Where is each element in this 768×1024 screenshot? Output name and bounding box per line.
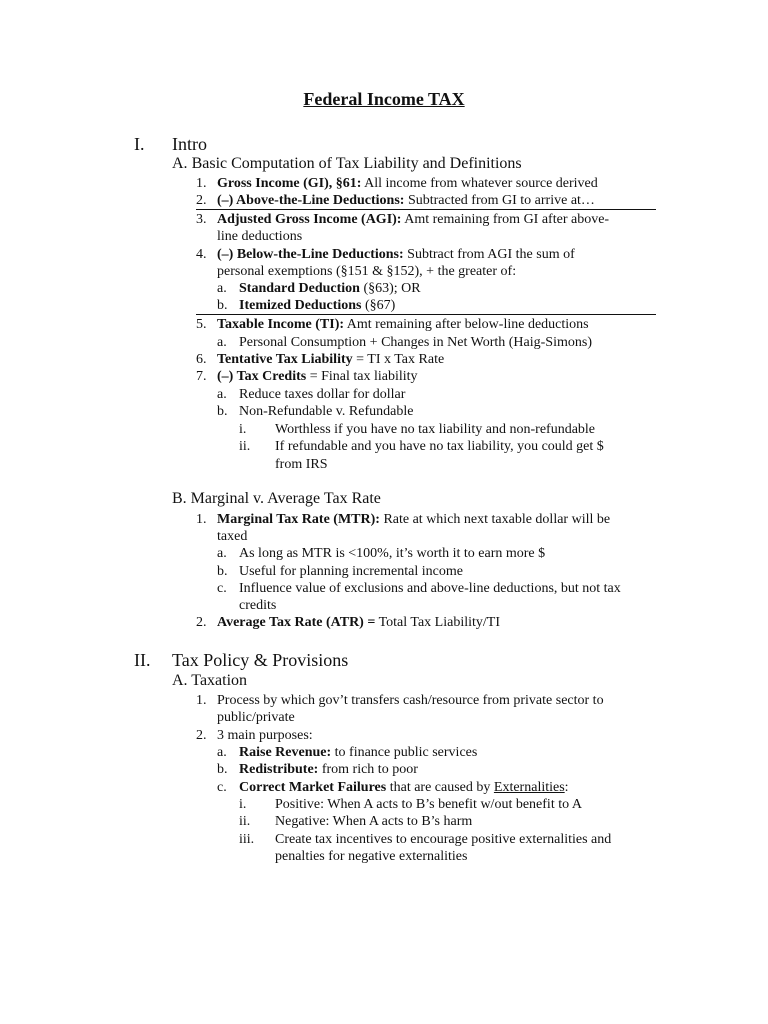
sub-list-item: Influence value of exclusions and above-line deductions, but not tax — [239, 581, 621, 596]
sub-list-item: Standard Deduction (§63); OR — [239, 281, 421, 296]
subsection-heading: A. Basic Computation of Tax Liability and Definitions — [172, 155, 522, 172]
list-item: Tentative Tax Liability = TI x Tax Rate — [217, 352, 445, 367]
list-item: Average Tax Rate (ATR) = Total Tax Liability/TI — [217, 615, 500, 630]
list-letter: a. — [217, 745, 227, 760]
list-letter: b. — [217, 762, 228, 777]
section-numeral: I. — [134, 134, 145, 154]
list-item-continuation: taxed — [217, 529, 248, 544]
document-title: Federal Income TAX — [303, 89, 465, 109]
roman-numeral: ii. — [239, 814, 251, 829]
list-item: Gross Income (GI), §61: All income from whatever source derived — [217, 176, 598, 191]
list-letter: b. — [217, 298, 228, 313]
roman-numeral: ii. — [239, 439, 251, 454]
list-item-continuation: credits — [239, 598, 277, 613]
sub-list-item: Redistribute: from rich to poor — [239, 762, 418, 777]
list-item-continuation: personal exemptions (§151 & §152), + the greater of: — [217, 264, 517, 279]
list-letter: a. — [217, 387, 227, 402]
list-letter: b. — [217, 404, 228, 419]
list-item-continuation: line deductions — [217, 229, 303, 244]
list-item: 3 main purposes: — [217, 728, 313, 743]
sub-list-item: Reduce taxes dollar for dollar — [239, 387, 406, 402]
list-number: 4. — [196, 247, 207, 262]
list-number: 2. — [196, 615, 207, 630]
list-item: (–) Below-the-Line Deductions: Subtract from AGI the sum of — [217, 247, 575, 262]
sub-sub-list-item: Negative: When A acts to B’s harm — [275, 814, 473, 829]
list-item-continuation: from IRS — [275, 457, 328, 472]
sub-sub-list-item: If refundable and you have no tax liability, you could get $ — [275, 439, 604, 454]
sub-list-item: As long as MTR is <100%, it’s worth it to earn more $ — [239, 546, 546, 561]
list-letter: c. — [217, 780, 227, 795]
sub-list-item: Personal Consumption + Changes in Net Worth (Haig-Simons) — [239, 335, 592, 350]
list-item: (–) Tax Credits = Final tax liability — [217, 369, 418, 384]
list-item-continuation: penalties for negative externalities — [275, 849, 468, 864]
sub-list-item: Raise Revenue: to finance public services — [239, 745, 478, 760]
list-number: 1. — [196, 693, 207, 708]
list-number: 1. — [196, 512, 207, 527]
subsection-heading: B. Marginal v. Average Tax Rate — [172, 490, 381, 507]
list-number: 7. — [196, 369, 207, 384]
sub-list-item: Non-Refundable v. Refundable — [239, 404, 414, 419]
list-number: 2. — [196, 193, 207, 208]
list-number: 3. — [196, 212, 207, 227]
section-numeral: II. — [134, 650, 151, 670]
list-number: 6. — [196, 352, 207, 367]
subtotal-rule — [196, 209, 656, 210]
list-letter: a. — [217, 546, 227, 561]
sub-sub-list-item: Worthless if you have no tax liability and non-refundable — [275, 422, 596, 437]
list-item: Adjusted Gross Income (AGI): Amt remaining from GI after above- — [217, 212, 610, 227]
list-item: (–) Above-the-Line Deductions: Subtracted from GI to arrive at… — [217, 193, 595, 208]
roman-numeral: i. — [239, 797, 247, 812]
section-title: Intro — [172, 134, 207, 154]
list-item: Marginal Tax Rate (MTR): Rate at which next taxable dollar will be — [217, 512, 611, 527]
sub-list-item: Useful for planning incremental income — [239, 564, 463, 579]
list-number: 5. — [196, 317, 207, 332]
section-title: Tax Policy & Provisions — [172, 650, 349, 670]
list-item-continuation: public/private — [217, 710, 295, 725]
list-letter: a. — [217, 335, 227, 350]
subtotal-rule — [196, 314, 656, 315]
sub-sub-list-item: Positive: When A acts to B’s benefit w/out benefit to A — [275, 797, 582, 812]
sub-list-item: Correct Market Failures that are caused by Externalities: — [239, 780, 569, 795]
list-number: 1. — [196, 176, 207, 191]
list-number: 2. — [196, 728, 207, 743]
sub-list-item: Itemized Deductions (§67) — [239, 298, 396, 313]
list-letter: a. — [217, 281, 227, 296]
list-letter: b. — [217, 564, 228, 579]
sub-sub-list-item: Create tax incentives to encourage positive externalities and — [275, 832, 612, 847]
roman-numeral: iii. — [239, 832, 255, 847]
list-item: Taxable Income (TI): Amt remaining after below-line deductions — [217, 317, 589, 332]
list-letter: c. — [217, 581, 227, 596]
list-item: Process by which gov’t transfers cash/resource from private sector to — [217, 693, 604, 708]
subsection-heading: A. Taxation — [172, 672, 248, 689]
roman-numeral: i. — [239, 422, 247, 437]
